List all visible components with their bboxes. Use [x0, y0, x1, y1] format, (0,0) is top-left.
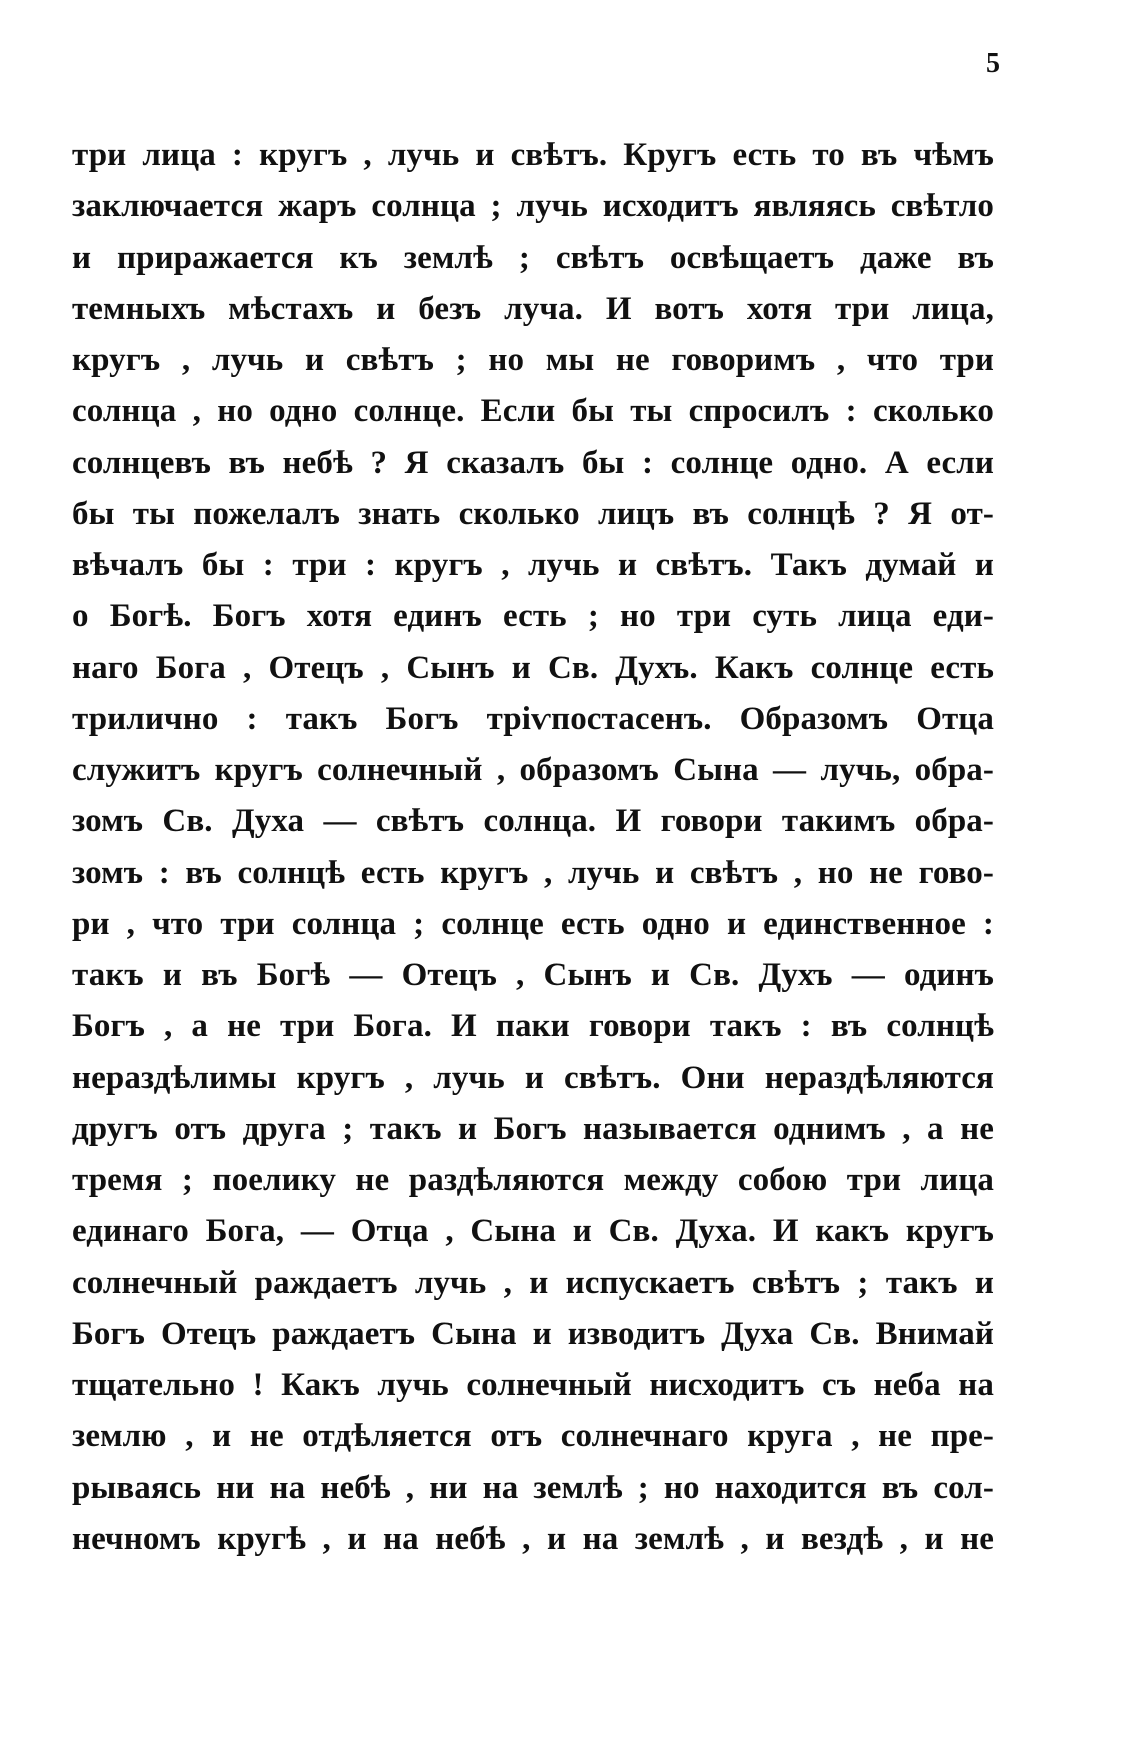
text-line: зомъ : въ солнцѣ есть кругъ , лучь и свѣтъ , но не гово- — [72, 854, 994, 891]
text-line: темныхъ мѣстахъ и безъ луча. И вотъ хотя три лица, — [72, 290, 994, 327]
text-line: рываясь ни на небѣ , ни на землѣ ; но находится въ сол- — [72, 1469, 994, 1506]
text-line: Богъ , а не три Бога. И паки говори такъ : въ солнцѣ — [72, 1008, 994, 1045]
text-line: тремя ; поелику не раздѣляются между собою три лица — [72, 1162, 994, 1198]
text-line: Богъ Отецъ раждаетъ Сына и изводитъ Духа Св. Внимай — [72, 1315, 994, 1352]
text-line: другъ отъ друга ; такъ и Богъ называется однимъ , а не — [72, 1110, 994, 1147]
text-line: зомъ Св. Духа — свѣтъ солнца. И говори такимъ обра- — [72, 803, 994, 840]
text-line: о Богѣ. Богъ хотя единъ есть ; но три суть лица еди- — [72, 598, 994, 635]
text-line: бы ты пожелалъ знать сколько лицъ въ солнцѣ ? Я от- — [72, 495, 994, 532]
text-line: единаго Бога, — Отца , Сына и Св. Духа. И какъ кругъ — [72, 1213, 994, 1250]
text-line: такъ и въ Богѣ — Отецъ , Сынъ и Св. Духъ — одинъ — [72, 957, 994, 993]
text-line: и приражается къ землѣ ; свѣтъ освѣщаетъ даже въ — [72, 239, 994, 276]
text-line: заключается жаръ солнца ; лучь исходитъ являясь свѣтло — [72, 188, 994, 225]
text-line: трилично : такъ Богъ тріѵпостасенъ. Образомъ Отца — [72, 700, 994, 737]
text-line: три лица : кругъ , лучь и свѣтъ. Кругъ есть то въ чѣмъ — [72, 137, 994, 173]
text-line: нечномъ кругѣ , и на небѣ , и на землѣ , и вездѣ , и не — [72, 1520, 994, 1557]
text-line: ри , что три солнца ; солнце есть одно и единственное : — [72, 905, 994, 942]
text-line: нераздѣлимы кругъ , лучь и свѣтъ. Они нераздѣляются — [72, 1059, 994, 1096]
text-line: кругъ , лучь и свѣтъ ; но мы не говоримъ , что три — [72, 342, 994, 378]
text-line: служитъ кругъ солнечный , образомъ Сына — лучь, обра- — [72, 752, 994, 788]
text-line: солнечный раждаетъ лучь , и испускаетъ свѣтъ ; такъ и — [72, 1264, 994, 1301]
body-text — [72, 130, 994, 1565]
text-line: землю , и не отдѣляется отъ солнечнаго круга , не пре- — [72, 1418, 994, 1455]
text-line: солнцевъ въ небѣ ? Я сказалъ бы : солнце одно. А если — [72, 444, 994, 481]
text-line: тщательно ! Какъ лучь солнечный нисходитъ съ неба на — [72, 1367, 994, 1403]
text-line: наго Бога , Отецъ , Сынъ и Св. Духъ. Какъ солнце есть — [72, 649, 994, 686]
text-line: солнца , но одно солнце. Если бы ты спросилъ : сколько — [72, 393, 994, 430]
page-number: 5 — [986, 48, 1000, 79]
text-line: вѣчалъ бы : три : кругъ , лучь и свѣтъ. Такъ думай и — [72, 547, 994, 583]
